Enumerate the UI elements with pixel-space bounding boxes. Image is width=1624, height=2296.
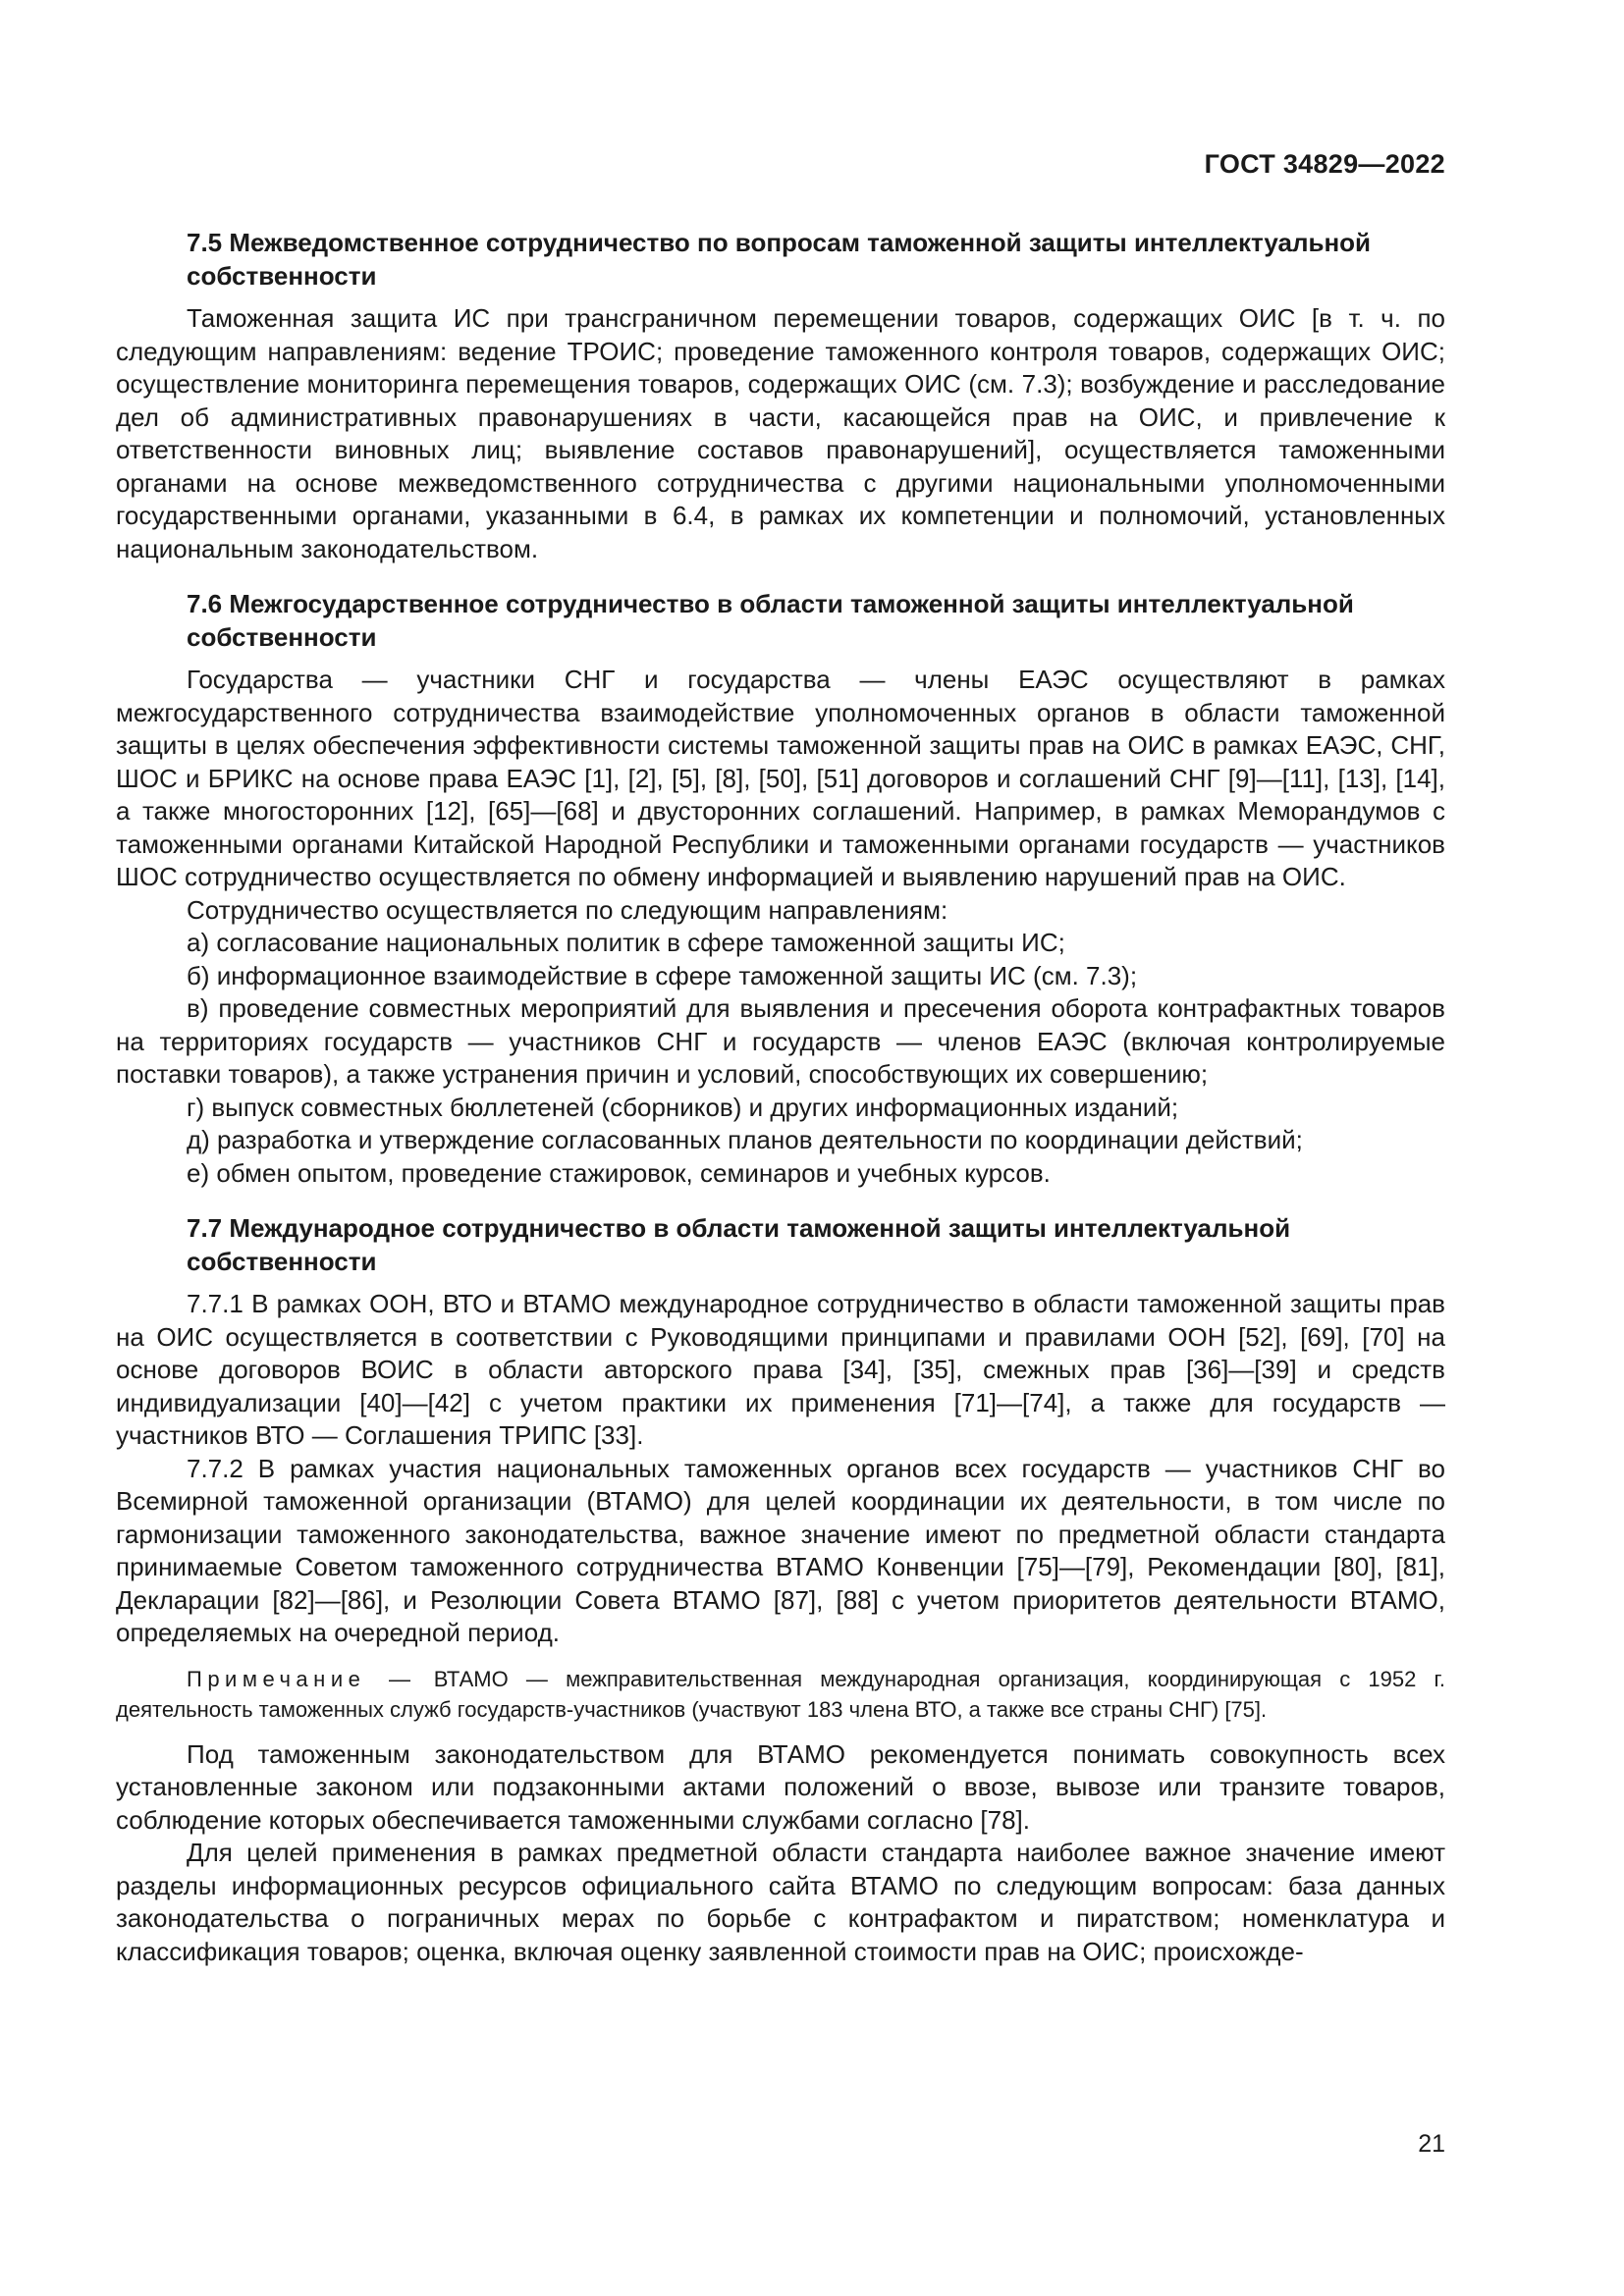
list-item: а) согласование национальных политик в сфере таможенной защиты ИС; [187,928,1065,957]
paragraph: 7.7.2 В рамках участия национальных таможенных органов всех государств — участников СНГ во Всемирной таможенной организации (ВТАМО) для целей координации их деятельности, в том числе по гармонизации таможенного законодательства, важное значение имеют по предметной области стандарта принимаемые Советом таможенного сотрудничества ВТАМО Конвенции [75]—[79], Рекомендации [80], [81], Декларации [82]—[86], и Резолюции Совета ВТАМО [87], [88] с учетом приоритетов деятельности ВТАМО, определяемых на очередной период. [116,1453,1445,1647]
section-7-7 [116,1211,1445,1968]
section-7-6 [116,587,1445,1190]
list-item: е) обмен опытом, проведение стажировок, семинаров и учебных курсов. [187,1157,1051,1188]
paragraph: Для целей применения в рамках предметной области стандарта наиболее важное значение имеют разделы информационных ресурсов официального сайта ВТАМО по следующим вопросам: база данных законодательства о пограничных мерах по борьбе с контрафактом и пиратством; номенклатура и классификация товаров; оценка, включая оценку заявленной стоимости прав на ОИС; происхожде- [116,1838,1445,1966]
paragraph: Сотрудничество осуществляется по следующим направлениям: [187,894,948,925]
list-item: г) выпуск совместных бюллетеней (сборников) и других информационных изданий; [187,1092,1179,1122]
document-body [116,226,1445,1968]
note-label: Примечание — [187,1666,416,1691]
page-number: 21 [1418,2130,1445,2158]
list-item: б) информационное взаимодействие в сфере таможенной защиты ИС (см. 7.3); [187,960,1138,990]
paragraph: Таможенная защита ИС при трансграничном перемещении товаров, содержащих ОИС [в т. ч. по следующим направлениям: ведение ТРОИС; проведение таможенного контроля товаров, содержащих ОИС; осуществление мониторинга перемещения товаров, содержащих ОИС (см. 7.3); возбуждение и расследование дел об административных правонарушениях в части, касающейся прав на ОИС, и привлечение к ответственности виновных лиц; выявление составов правонарушений], осуществляется таможенными органами на основе межведомственного сотрудничества с другими национальными уполномоченными государственными органами, указанными в 6.4, в рамках их компетенции и полномочий, установленных национальным законодательством. [116,303,1445,563]
paragraph: Под таможенным законодательством для ВТАМО рекомендуется понимать совокупность всех установленные законом или подзаконными актами положений о ввозе, вывозе или транзите товаров, соблюдение которых обеспечивается таможенными службами согласно [78]. [116,1738,1445,1835]
section-7-5 [116,226,1445,565]
note [116,1664,1445,1725]
section-heading-7-5: 7.5 Межведомственное сотрудничество по вопросам таможенной защиты интеллектуальной собственности [187,228,1372,291]
section-heading-7-6: 7.6 Межгосударственное сотрудничество в области таможенной защиты интеллектуальной собственности [187,589,1354,652]
section-heading-7-7: 7.7 Международное сотрудничество в области таможенной защиты интеллектуальной собственности [187,1213,1291,1276]
list-item: в) проведение совместных мероприятий для выявления и пресечения оборота контрафактных товаров на территориях государств — участников СНГ и государств — членов ЕАЭС (включая контролируемые поставки товаров), а также устранения причин и условий, способствующих их совершению; [116,993,1445,1089]
paragraph: 7.7.1 В рамках ООН, ВТО и ВТАМО международное сотрудничество в области таможенной защиты прав на ОИС осуществляется в соответствии с Руководящими принципами и правилами ООН [52], [69], [70] на основе договоров ВОИС в области авторского права [34], [35], смежных прав [36]—[39] и средств индивидуализации [40]—[42] с учетом практики их применения [71]—[74], а также для государств — участников ВТО — Соглашения ТРИПС [33]. [116,1289,1445,1450]
list-item: д) разработка и утверждение согласованных планов деятельности по координации действий; [187,1125,1303,1154]
document-id: ГОСТ 34829—2022 [1204,149,1445,179]
note-text: ВТАМО — межправительственная международная организация, координирующая с 1952 г. деятельность таможенных служб государств-участников (участвуют 183 члена ВТО, а также все страны СНГ) [75]. [116,1666,1445,1722]
paragraph: Государства — участники СНГ и государства — члены ЕАЭС осуществляют в рамках межгосударственного сотрудничества взаимодействие уполномоченных органов в области таможенной защиты в целях обеспечения эффективности системы таможенной защиты прав на ОИС в рамках ЕАЭС, СНГ, ШОС и БРИКС на основе права ЕАЭС [1], [2], [5], [8], [50], [51] договоров и соглашений СНГ [9]—[11], [13], [14], а также многосторонних [12], [65]—[68] и двусторонних соглашений. Например, в рамках Меморандумов с таможенными органами Китайской Народной Республики и таможенными органами государств — участников ШОС сотрудничество осуществляется по обмену информацией и выявлению нарушений прав на ОИС. [116,665,1445,891]
